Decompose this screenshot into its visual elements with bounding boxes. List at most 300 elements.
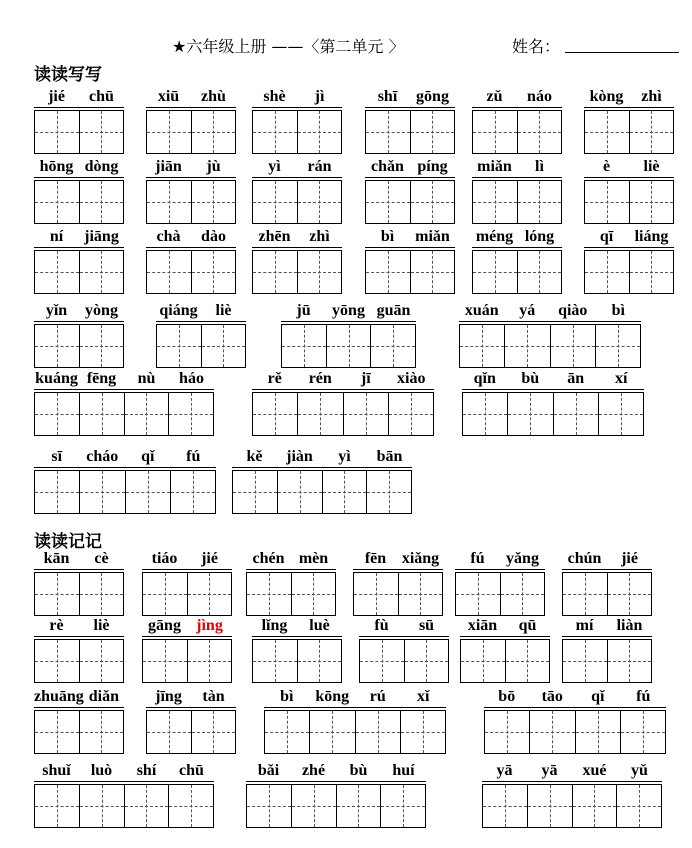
character-writing-box[interactable] — [282, 325, 326, 367]
pinyin-label — [34, 158, 124, 178]
character-writing-box[interactable] — [598, 393, 643, 435]
pinyin-underline — [584, 247, 674, 248]
character-writing-box[interactable] — [572, 785, 617, 827]
pinyin-item — [34, 228, 124, 294]
pinyin-syllable: diǎn — [88, 688, 120, 705]
pinyin-item — [353, 550, 443, 616]
character-writing-box[interactable] — [343, 393, 388, 435]
character-box-group — [264, 710, 446, 754]
pinyin-label — [34, 228, 124, 248]
character-writing-box[interactable] — [575, 711, 620, 753]
pinyin-syllable: ní — [49, 228, 64, 245]
pinyin-syllable: xǐ — [417, 688, 430, 705]
character-writing-box[interactable] — [473, 111, 517, 153]
character-writing-box[interactable] — [35, 711, 79, 753]
pinyin-item — [365, 158, 455, 224]
pinyin-underline — [462, 389, 644, 390]
pinyin-item — [34, 448, 216, 514]
pinyin-label — [146, 688, 236, 708]
character-writing-box[interactable] — [463, 393, 507, 435]
pinyin-underline — [472, 247, 562, 248]
pinyin-syllable: jìng — [196, 617, 223, 634]
character-writing-box[interactable] — [507, 393, 552, 435]
pinyin-syllable: chǎn — [371, 158, 404, 175]
pinyin-syllable: lóng — [524, 228, 555, 245]
character-writing-box[interactable] — [400, 711, 445, 753]
pinyin-item — [484, 688, 666, 754]
pinyin-syllable: jié — [201, 550, 218, 567]
character-writing-box[interactable] — [35, 251, 79, 293]
pinyin-syllable: yǔ — [631, 762, 648, 779]
pinyin-syllable: dào — [201, 228, 226, 245]
pinyin-syllable: liè — [643, 158, 660, 175]
character-writing-box[interactable] — [201, 325, 246, 367]
character-box-group — [484, 710, 666, 754]
pinyin-syllable: liàn — [616, 617, 643, 634]
pinyin-syllable: liáng — [634, 228, 669, 245]
pinyin-syllable: bì — [380, 228, 395, 245]
pinyin-underline — [460, 636, 550, 637]
pinyin-syllable: zhù — [201, 88, 226, 105]
character-writing-box[interactable] — [168, 393, 213, 435]
character-writing-box[interactable] — [336, 785, 381, 827]
pinyin-syllable: rè — [49, 617, 64, 634]
character-box-group — [34, 710, 124, 754]
pinyin-underline — [34, 177, 124, 178]
character-writing-box[interactable] — [563, 640, 607, 682]
pinyin-underline — [34, 321, 124, 322]
character-writing-box[interactable] — [485, 711, 529, 753]
pinyin-syllable: lì — [535, 158, 544, 175]
character-writing-box[interactable] — [147, 251, 191, 293]
character-writing-box[interactable] — [253, 181, 297, 223]
pinyin-syllable: zhuāng — [34, 688, 84, 705]
pinyin-syllable: yá — [519, 302, 536, 319]
pinyin-underline — [455, 569, 545, 570]
pinyin-syllable: luè — [309, 617, 330, 634]
character-writing-box[interactable] — [35, 573, 79, 615]
character-writing-box[interactable] — [297, 393, 342, 435]
pinyin-item — [34, 762, 214, 828]
pinyin-syllable: yì — [338, 448, 351, 465]
character-writing-box[interactable] — [124, 393, 169, 435]
pinyin-item — [252, 370, 434, 436]
character-writing-box[interactable] — [79, 325, 124, 367]
character-writing-box[interactable] — [629, 251, 674, 293]
pinyin-underline — [472, 107, 562, 108]
character-box-group — [34, 110, 124, 154]
character-box-group — [34, 572, 124, 616]
character-box-group — [146, 180, 236, 224]
character-writing-box[interactable] — [143, 640, 187, 682]
pinyin-syllable: rě — [267, 370, 282, 387]
pinyin-label — [252, 370, 434, 390]
character-writing-box[interactable] — [322, 471, 367, 513]
pinyin-syllable: yì — [268, 158, 281, 175]
character-writing-box[interactable] — [483, 785, 527, 827]
character-writing-box[interactable] — [410, 251, 455, 293]
character-writing-box[interactable] — [191, 711, 236, 753]
pinyin-syllable: qǐ — [141, 448, 155, 465]
character-writing-box[interactable] — [147, 181, 191, 223]
pinyin-item — [264, 688, 446, 754]
pinyin-underline — [365, 107, 455, 108]
pinyin-syllable: yòng — [85, 302, 118, 319]
character-writing-box[interactable] — [187, 640, 232, 682]
character-writing-box[interactable] — [297, 640, 342, 682]
character-writing-box[interactable] — [473, 181, 517, 223]
character-writing-box[interactable] — [366, 181, 410, 223]
character-box-group — [353, 572, 443, 616]
pinyin-syllable: chū — [179, 762, 204, 779]
pinyin-underline — [34, 781, 214, 782]
pinyin-underline — [252, 177, 342, 178]
character-writing-box[interactable] — [253, 111, 297, 153]
character-writing-box[interactable] — [460, 325, 504, 367]
character-writing-box[interactable] — [355, 711, 400, 753]
character-writing-box[interactable] — [35, 111, 79, 153]
character-box-group — [472, 110, 562, 154]
character-writing-box[interactable] — [550, 325, 595, 367]
pinyin-syllable: mèn — [298, 550, 329, 567]
character-writing-box[interactable] — [79, 640, 124, 682]
pinyin-item — [142, 550, 232, 616]
character-box-group — [142, 572, 232, 616]
character-box-group — [252, 110, 342, 154]
pinyin-underline — [365, 177, 455, 178]
worksheet-header — [0, 34, 692, 54]
pinyin-label — [359, 617, 449, 637]
character-writing-box[interactable] — [297, 251, 342, 293]
character-writing-box[interactable] — [595, 325, 640, 367]
pinyin-syllable: sū — [418, 617, 435, 634]
pinyin-item — [462, 370, 644, 436]
character-writing-box[interactable] — [35, 181, 79, 223]
pinyin-syllable: zhì — [641, 88, 662, 105]
pinyin-syllable: dòng — [84, 158, 119, 175]
pinyin-label — [365, 88, 455, 108]
pinyin-label — [472, 158, 562, 178]
character-writing-box[interactable] — [291, 785, 336, 827]
character-writing-box[interactable] — [461, 640, 505, 682]
pinyin-item — [562, 617, 652, 683]
character-writing-box[interactable] — [35, 785, 79, 827]
character-writing-box[interactable] — [504, 325, 549, 367]
character-writing-box[interactable] — [629, 181, 674, 223]
pinyin-label — [142, 550, 232, 570]
pinyin-label — [460, 617, 550, 637]
character-writing-box[interactable] — [366, 251, 410, 293]
character-writing-box[interactable] — [370, 325, 415, 367]
pinyin-item — [156, 302, 246, 368]
pinyin-underline — [156, 321, 246, 322]
character-writing-box[interactable] — [553, 393, 598, 435]
pinyin-label — [365, 228, 455, 248]
character-writing-box[interactable] — [585, 181, 629, 223]
character-writing-box[interactable] — [297, 111, 342, 153]
pinyin-syllable: qiào — [558, 302, 588, 319]
pinyin-item — [232, 448, 412, 514]
pinyin-label — [484, 688, 666, 708]
character-box-group — [460, 639, 550, 683]
pinyin-syllable: bì — [611, 302, 625, 319]
pinyin-syllable: hōng — [39, 158, 74, 175]
pinyin-label — [584, 228, 674, 248]
character-writing-box[interactable] — [79, 393, 124, 435]
pinyin-syllable: kě — [246, 448, 263, 465]
character-writing-box[interactable] — [124, 785, 169, 827]
name-input-line[interactable] — [565, 52, 679, 53]
pinyin-label — [146, 228, 236, 248]
character-box-group — [562, 572, 652, 616]
pinyin-label — [34, 302, 124, 322]
character-writing-box[interactable] — [473, 251, 517, 293]
pinyin-syllable: yǎng — [506, 550, 539, 567]
pinyin-item — [34, 550, 124, 616]
character-box-group — [34, 180, 124, 224]
pinyin-syllable: kōng — [315, 688, 350, 705]
character-writing-box[interactable] — [505, 640, 550, 682]
pinyin-underline — [146, 707, 236, 708]
character-writing-box[interactable] — [35, 393, 79, 435]
pinyin-item — [34, 158, 124, 224]
character-writing-box[interactable] — [35, 640, 79, 682]
pinyin-underline — [246, 569, 336, 570]
character-writing-box[interactable] — [233, 471, 277, 513]
pinyin-item — [472, 88, 562, 154]
character-writing-box[interactable] — [253, 640, 297, 682]
character-box-group — [281, 324, 416, 368]
character-writing-box[interactable] — [79, 711, 124, 753]
character-writing-box[interactable] — [404, 640, 449, 682]
character-writing-box[interactable] — [170, 471, 215, 513]
character-writing-box[interactable] — [388, 393, 433, 435]
character-writing-box[interactable] — [79, 111, 124, 153]
character-writing-box[interactable] — [456, 573, 500, 615]
character-writing-box[interactable] — [500, 573, 545, 615]
character-writing-box[interactable] — [366, 471, 411, 513]
character-writing-box[interactable] — [191, 111, 236, 153]
character-writing-box[interactable] — [253, 393, 297, 435]
pinyin-underline — [34, 467, 216, 468]
pinyin-underline — [562, 569, 652, 570]
pinyin-syllable: è — [602, 158, 611, 175]
character-writing-box[interactable] — [79, 573, 124, 615]
character-writing-box[interactable] — [168, 785, 213, 827]
pinyin-syllable: tāo — [541, 688, 563, 705]
pinyin-underline — [252, 107, 342, 108]
character-writing-box[interactable] — [265, 711, 309, 753]
character-writing-box[interactable] — [247, 785, 291, 827]
pinyin-item — [246, 550, 336, 616]
pinyin-item — [584, 88, 674, 154]
pinyin-item — [562, 550, 652, 616]
pinyin-syllable: miǎn — [415, 228, 450, 245]
pinyin-underline — [142, 569, 232, 570]
character-writing-box[interactable] — [326, 325, 371, 367]
character-writing-box[interactable] — [143, 573, 187, 615]
character-writing-box[interactable] — [277, 471, 322, 513]
character-writing-box[interactable] — [157, 325, 201, 367]
pinyin-syllable: miǎn — [477, 158, 512, 175]
pinyin-syllable: xué — [582, 762, 607, 779]
character-box-group — [34, 639, 124, 683]
pinyin-syllable: rén — [308, 370, 332, 387]
character-writing-box[interactable] — [366, 111, 410, 153]
character-box-group — [359, 639, 449, 683]
character-writing-box[interactable] — [607, 640, 652, 682]
pinyin-syllable: gōng — [416, 88, 449, 105]
character-writing-box[interactable] — [607, 573, 652, 615]
character-box-group — [252, 250, 342, 294]
pinyin-syllable: zhì — [309, 228, 330, 245]
pinyin-syllable: xí — [615, 370, 628, 387]
character-writing-box[interactable] — [585, 251, 629, 293]
character-writing-box[interactable] — [191, 181, 236, 223]
character-box-group — [146, 250, 236, 294]
pinyin-item — [472, 158, 562, 224]
pinyin-item — [281, 302, 416, 368]
character-writing-box[interactable] — [398, 573, 443, 615]
pinyin-syllable: bān — [376, 448, 403, 465]
character-writing-box[interactable] — [35, 325, 79, 367]
character-writing-box[interactable] — [517, 251, 562, 293]
pinyin-syllable: jiāng — [84, 228, 119, 245]
pinyin-syllable: tiáo — [151, 550, 178, 567]
pinyin-label — [34, 448, 216, 468]
pinyin-syllable: yǐn — [45, 302, 68, 319]
pinyin-label — [252, 228, 342, 248]
character-box-group — [584, 180, 674, 224]
character-writing-box[interactable] — [563, 573, 607, 615]
character-writing-box[interactable] — [35, 471, 79, 513]
character-writing-box[interactable] — [79, 181, 124, 223]
character-writing-box[interactable] — [79, 471, 124, 513]
character-writing-box[interactable] — [380, 785, 425, 827]
pinyin-item — [146, 228, 236, 294]
pinyin-item — [365, 88, 455, 154]
character-box-group — [482, 784, 662, 828]
character-writing-box[interactable] — [79, 251, 124, 293]
character-box-group — [146, 710, 236, 754]
character-box-group — [462, 392, 644, 436]
pinyin-item — [459, 302, 641, 368]
character-writing-box[interactable] — [517, 181, 562, 223]
name-label: 姓名： — [512, 37, 561, 56]
pinyin-syllable: qǐn — [473, 370, 496, 387]
character-box-group — [365, 110, 455, 154]
pinyin-label — [353, 550, 443, 570]
pinyin-underline — [34, 389, 214, 390]
pinyin-underline — [146, 247, 236, 248]
pinyin-label — [142, 617, 232, 637]
character-writing-box[interactable] — [79, 785, 124, 827]
pinyin-item — [34, 370, 214, 436]
character-writing-box[interactable] — [253, 251, 297, 293]
pinyin-syllable: cháo — [86, 448, 119, 465]
pinyin-item — [146, 88, 236, 154]
character-writing-box[interactable] — [354, 573, 398, 615]
character-box-group — [142, 639, 232, 683]
character-writing-box[interactable] — [616, 785, 661, 827]
character-writing-box[interactable] — [527, 785, 572, 827]
pinyin-syllable: qiáng — [159, 302, 198, 319]
character-writing-box[interactable] — [517, 111, 562, 153]
pinyin-item — [252, 228, 342, 294]
pinyin-underline — [365, 247, 455, 248]
pinyin-syllable: jié — [48, 88, 65, 105]
pinyin-underline — [353, 569, 443, 570]
pinyin-syllable: sī — [51, 448, 63, 465]
pinyin-label — [34, 688, 124, 708]
character-box-group — [252, 639, 342, 683]
pinyin-syllable: cè — [94, 550, 109, 567]
pinyin-syllable: yā — [496, 762, 513, 779]
pinyin-label — [252, 617, 342, 637]
character-writing-box[interactable] — [410, 181, 455, 223]
section-title-dudu-jiji: 读读记记 — [34, 532, 102, 552]
pinyin-syllable: háo — [179, 370, 204, 387]
character-box-group — [472, 180, 562, 224]
pinyin-item — [34, 617, 124, 683]
character-writing-box[interactable] — [187, 573, 232, 615]
pinyin-underline — [472, 177, 562, 178]
character-writing-box[interactable] — [585, 111, 629, 153]
pinyin-item — [455, 550, 545, 616]
character-writing-box[interactable] — [309, 711, 354, 753]
pinyin-syllable: zhēn — [258, 228, 291, 245]
character-box-group — [472, 250, 562, 294]
pinyin-underline — [484, 707, 666, 708]
character-writing-box[interactable] — [410, 111, 455, 153]
character-writing-box[interactable] — [291, 573, 336, 615]
character-writing-box[interactable] — [147, 711, 191, 753]
pinyin-underline — [232, 467, 412, 468]
character-writing-box[interactable] — [125, 471, 170, 513]
pinyin-syllable: liè — [215, 302, 232, 319]
character-writing-box[interactable] — [191, 251, 236, 293]
character-writing-box[interactable] — [360, 640, 404, 682]
character-box-group — [246, 572, 336, 616]
pinyin-syllable: rú — [369, 688, 386, 705]
character-writing-box[interactable] — [297, 181, 342, 223]
pinyin-syllable: xiān — [467, 617, 498, 634]
pinyin-syllable: nù — [137, 370, 156, 387]
character-box-group — [455, 572, 545, 616]
character-writing-box[interactable] — [629, 111, 674, 153]
pinyin-label — [246, 550, 336, 570]
pinyin-syllable: kuáng — [35, 370, 78, 387]
character-writing-box[interactable] — [529, 711, 574, 753]
pinyin-syllable: ān — [567, 370, 585, 387]
pinyin-item — [34, 302, 124, 368]
worksheet-title: ★六年级上册 ——〈第二单元 〉 — [172, 37, 405, 56]
pinyin-underline — [142, 636, 232, 637]
character-writing-box[interactable] — [620, 711, 665, 753]
pinyin-syllable: bù — [521, 370, 540, 387]
character-box-group — [34, 250, 124, 294]
pinyin-syllable: lǐng — [261, 617, 288, 634]
pinyin-label — [252, 88, 342, 108]
pinyin-syllable: méng — [475, 228, 514, 245]
character-box-group — [232, 470, 412, 514]
pinyin-syllable: fú — [636, 688, 651, 705]
character-writing-box[interactable] — [247, 573, 291, 615]
character-writing-box[interactable] — [147, 111, 191, 153]
character-box-group — [584, 110, 674, 154]
pinyin-underline — [146, 107, 236, 108]
pinyin-syllable: shī — [377, 88, 398, 105]
